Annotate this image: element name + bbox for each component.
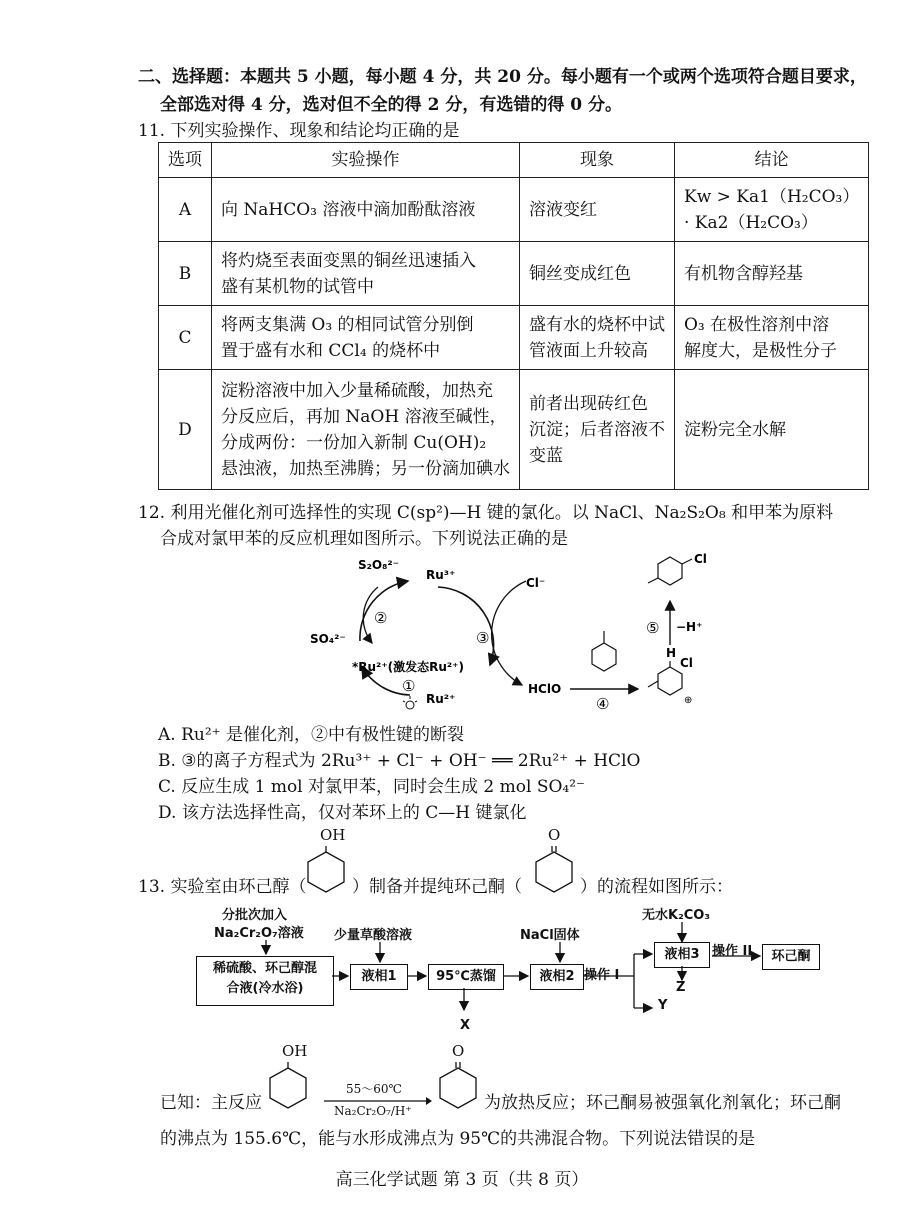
q11-cell-line: Kw > Ka1（H₂CO₃）	[684, 186, 860, 207]
q11-cell-phen	[520, 306, 675, 370]
minus-h-label: −H⁺	[676, 620, 703, 634]
product-cyclohexanone-icon	[436, 1062, 480, 1112]
flow-y: Y	[658, 998, 668, 1013]
q11-stem: 11. 下列实验操作、现象和结论均正确的是	[138, 121, 460, 141]
q11-cell-concl	[675, 242, 869, 306]
q11-table	[158, 142, 869, 490]
flow-op2: 操作 II	[712, 944, 753, 959]
q11-cell-opt: C	[159, 306, 212, 370]
flow-add4: 无水K₂CO₃	[642, 908, 711, 923]
known-text-b: 为放热反应；环己酮易被强氧化剂氧化；环己酮	[484, 1093, 841, 1113]
q12-option-a: A. Ru²⁺ 是催化剂，②中有极性键的断裂	[158, 725, 465, 745]
q11-cell-line: 将两支集满 O₃ 的相同试管分别倒	[221, 314, 474, 335]
flow-add1-line1: 分批次加入	[222, 908, 288, 923]
step3-label: ③	[476, 629, 490, 647]
known-text-c: 的沸点为 155.6℃，能与水形成沸点为 95℃的共沸混合物。下列说法错误的是	[160, 1129, 756, 1149]
q11-header-cell: 现象	[520, 143, 675, 178]
cycle-arc-3	[438, 587, 494, 665]
q11-cell-line: 变蓝	[529, 445, 563, 466]
intermediate-icon	[648, 661, 682, 695]
flow-x: X	[460, 1018, 471, 1033]
q11-cell-line: 铜丝变成红色	[529, 263, 631, 284]
q11-cell-line: 淀粉溶液中加入少量稀硫酸，加热充	[221, 380, 493, 401]
flow-op1: 操作 I	[584, 968, 620, 983]
flow-z: Z	[676, 980, 686, 995]
so4-label: SO₄²⁻	[310, 632, 346, 646]
intermediate-cl-label: Cl	[680, 656, 693, 670]
q11-cell-phen	[520, 242, 675, 306]
reactant-oh-label: OH	[282, 1042, 308, 1060]
ru3-label: Ru³⁺	[426, 568, 456, 582]
cl-ion-label: Cl⁻	[526, 576, 546, 590]
cyclohexanol-oh-label: OH	[320, 826, 346, 844]
q11-cell-concl	[675, 178, 869, 242]
q11-cell-op	[212, 370, 520, 490]
product-o-label: O	[452, 1042, 465, 1060]
q12-stem-line2: 合成对氯甲苯的反应机理如图所示。下列说法正确的是	[160, 529, 568, 549]
mechanism-diagram	[290, 545, 720, 715]
q11-cell-line: 管液面上升较高	[529, 340, 648, 361]
q11-row-c	[159, 306, 869, 370]
q11-cell-phen	[520, 370, 675, 490]
q11-header-cell: 结论	[675, 143, 869, 178]
q11-cell-line: 分成两份：一份加入新制 Cu(OH)₂	[221, 432, 487, 453]
q11-cell-line: 前者出现砖红色	[529, 393, 648, 414]
flow-box-distill: 95℃蒸馏	[428, 964, 504, 990]
cyclohexanone-icon	[532, 846, 576, 896]
q12-option-d: D. 该方法选择性高，仅对苯环上的 C—H 键氯化	[158, 803, 527, 823]
h-label: H	[666, 646, 677, 660]
q11-header-cell: 选项	[159, 143, 212, 178]
toluene-icon	[592, 631, 616, 671]
q11-cell-op	[212, 306, 520, 370]
q11-cell-line: 淀粉完全水解	[684, 419, 786, 440]
q11-cell-concl	[675, 370, 869, 490]
q11-header-cell: 实验操作	[212, 143, 520, 178]
flow-add2: 少量草酸溶液	[334, 928, 413, 943]
q11-cell-opt: B	[159, 242, 212, 306]
q11-row-b	[159, 242, 869, 306]
section-title-line2: 全部选对得 4 分，选对但不全的得 2 分，有选错的得 0 分。	[160, 95, 622, 115]
q11-cell-line: 有机物含醇羟基	[684, 263, 803, 284]
svg-text:⊕: ⊕	[684, 695, 693, 706]
flow-box-liquid2: 液相2	[530, 964, 584, 990]
q11-cell-line: O₃ 在极性溶剂中溶	[684, 314, 830, 335]
step4-label: ④	[596, 695, 610, 713]
p-chlorotoluene-icon	[648, 557, 692, 585]
q12-option-c: C. 反应生成 1 mol 对氯甲苯，同时会生成 2 mol SO₄²⁻	[158, 777, 586, 797]
step1-label: ①	[402, 677, 416, 695]
q11-cell-line: · Ka2（H₂CO₃）	[684, 212, 818, 233]
flow-box-product: 环己酮	[762, 944, 820, 970]
cyclohexanone-o-label: O	[548, 826, 561, 844]
q11-cell-opt: D	[159, 370, 212, 490]
section-title-line1: 二、选择题：本题共 5 小题，每小题 4 分，共 20 分。每小题有一个或两个选项符合题目要求，	[138, 67, 867, 87]
q11-cell-line: 解度大，是极性分子	[684, 340, 837, 361]
q12-stem-line1: 12. 利用光催化剂可选择性的实现 C(sp²)—H 键的氯化。以 NaCl、Na₂S₂O₈ 和甲苯为原料	[138, 503, 834, 523]
cyclohexanol-icon	[304, 846, 348, 896]
q11-cell-line: 置于盛有水和 CCl₄ 的烧杯中	[221, 340, 441, 361]
page-footer: 高三化学试题 第 3 页（共 8 页）	[335, 1170, 589, 1190]
condition-top: 55～60℃	[346, 1082, 402, 1096]
q11-header-row	[159, 143, 869, 178]
light-bulb-icon	[403, 696, 417, 709]
q11-cell-opt: A	[159, 178, 212, 242]
q11-cell-line: 分反应后，再加 NaOH 溶液至碱性，	[221, 406, 507, 427]
flow-box-liquid3: 液相3	[654, 942, 710, 968]
q11-cell-line: 沉淀；后者溶液不	[529, 419, 665, 440]
hclo-label: HClO	[528, 682, 562, 696]
q11-cell-line: 溶液变红	[529, 199, 597, 220]
flow-box-start: 稀硫酸、环己醇混 合液(冷水浴)	[196, 956, 334, 1006]
q13-stem-c: ）的流程如图所示：	[580, 877, 733, 897]
q11-cell-line: 将灼烧至表面变黑的铜丝迅速插入	[221, 250, 476, 271]
q11-cell-line: 悬浊液，加热至沸腾；另一份滴加碘水	[221, 458, 510, 479]
q11-row-a	[159, 178, 869, 242]
q11-cell-phen	[520, 178, 675, 242]
q11-cell-op	[212, 178, 520, 242]
q11-cell-line: 盛有水的烧杯中试	[529, 314, 665, 335]
q11-cell-concl	[675, 306, 869, 370]
condition-bottom: Na₂Cr₂O₇/H⁺	[334, 1104, 412, 1118]
q13-stem-b: ）制备并提纯环己酮（	[352, 877, 522, 897]
q12-option-b: B. ③的离子方程式为 2Ru³⁺ + Cl⁻ + OH⁻ ══ 2Ru²⁺ + HClO	[158, 751, 641, 771]
q11-cell-line: 向 NaHCO₃ 溶液中滴加酚酞溶液	[221, 199, 476, 220]
q11-row-d	[159, 370, 869, 490]
product-cl-label: Cl	[694, 552, 707, 566]
known-text-a: 已知：主反应	[160, 1093, 262, 1113]
step5-label: ⑤	[646, 619, 660, 637]
flow-add1-line2: Na₂Cr₂O₇溶液	[214, 926, 304, 941]
flow-box-liquid1: 液相1	[350, 964, 408, 990]
ru2-excited-label: *Ru²⁺(激发态Ru²⁺)	[352, 660, 464, 674]
flow-add3: NaCl固体	[520, 928, 580, 943]
step2-label: ②	[374, 609, 388, 627]
reactant-cyclohexanol-icon	[266, 1062, 310, 1112]
s2o8-label: S₂O₈²⁻	[358, 558, 399, 572]
side-arc-3	[492, 581, 526, 685]
q11-cell-op	[212, 242, 520, 306]
q13-stem-a: 13. 实验室由环己醇（	[138, 877, 307, 897]
ru2-label: Ru²⁺	[426, 692, 456, 706]
q11-cell-line: 盛有某机物的试管中	[221, 276, 374, 297]
